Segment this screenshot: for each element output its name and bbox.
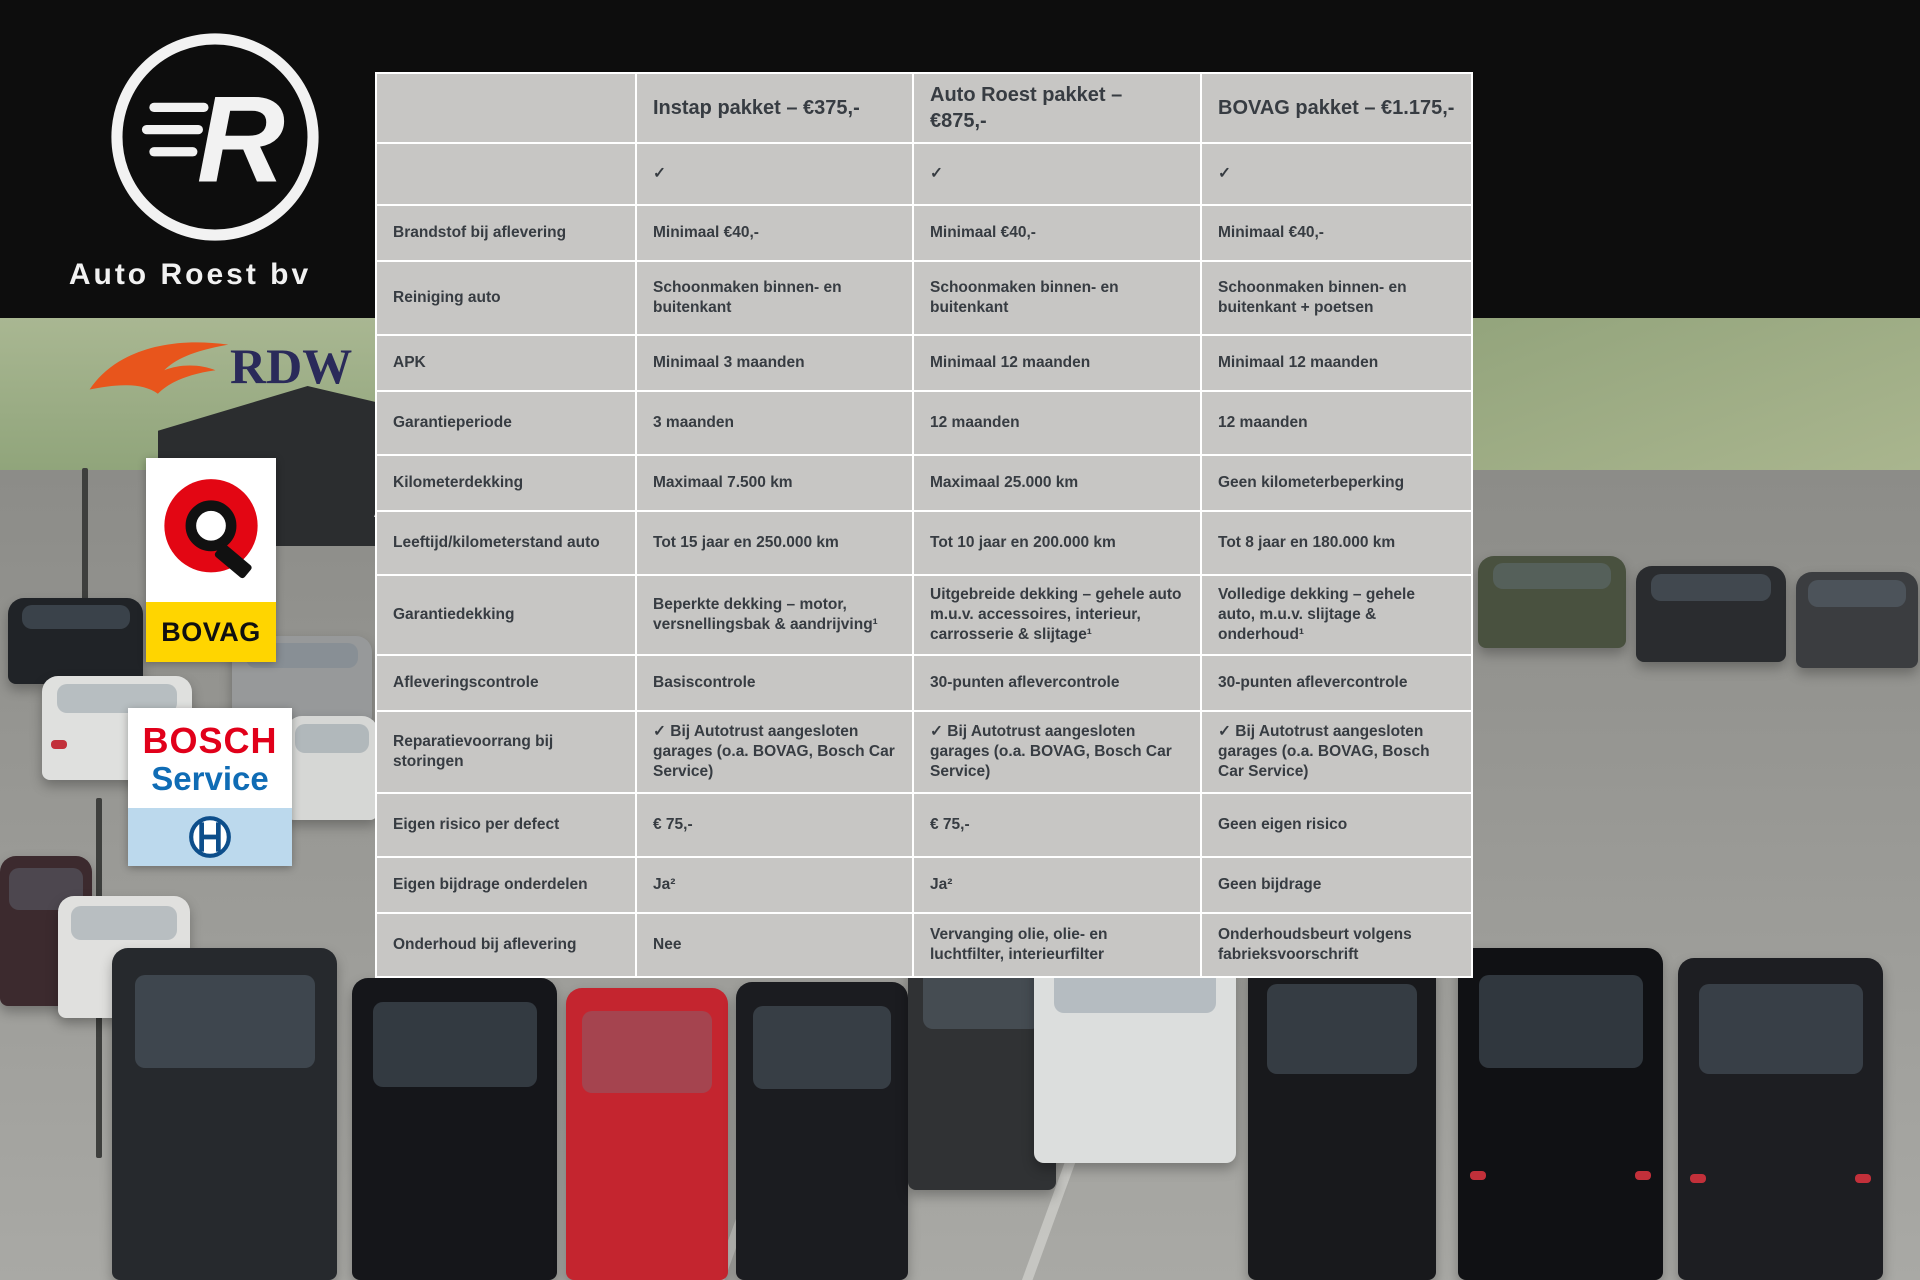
cell: ✓ Bij Autotrust aangesloten garages (o.a. BOVAG, Bosch Car Service)	[636, 711, 913, 793]
table-row-garantieperiode	[376, 391, 1472, 455]
header-corner	[376, 73, 636, 143]
rdw-logo	[84, 334, 352, 398]
row-label: Onderhoud bij aflevering	[376, 913, 636, 977]
car-silhouette	[1678, 958, 1883, 1280]
row-label: Brandstof bij aflevering	[376, 205, 636, 261]
cell: 12 maanden	[913, 391, 1201, 455]
row-label: Eigen risico per defect	[376, 793, 636, 857]
cell: Ja²	[913, 857, 1201, 913]
row-label: Garantiedekking	[376, 575, 636, 655]
cell-check: ✓	[1201, 143, 1472, 205]
cell: ✓ Bij Autotrust aangesloten garages (o.a. BOVAG, Bosch Car Service)	[913, 711, 1201, 793]
cell: € 75,-	[913, 793, 1201, 857]
cell: Nee	[636, 913, 913, 977]
header-instap-pakket: Instap pakket – €375,-	[636, 73, 913, 143]
bovag-mark	[146, 458, 276, 602]
table-row-afleveringscontrole	[376, 655, 1472, 711]
cell: Maximaal 25.000 km	[913, 455, 1201, 511]
bovag-logo	[146, 458, 276, 662]
bovag-q-icon	[158, 477, 264, 583]
cell: Schoonmaken binnen- en buitenkant	[913, 261, 1201, 335]
cell: Geen kilometerbeperking	[1201, 455, 1472, 511]
table-row-included	[376, 143, 1472, 205]
cell-check: ✓	[636, 143, 913, 205]
cell: Maximaal 7.500 km	[636, 455, 913, 511]
row-label: Reiniging auto	[376, 261, 636, 335]
cell: Basiscontrole	[636, 655, 913, 711]
cell: Schoonmaken binnen- en buitenkant + poetsen	[1201, 261, 1472, 335]
row-label: APK	[376, 335, 636, 391]
cell: Schoonmaken binnen- en buitenkant	[636, 261, 913, 335]
car-silhouette	[1636, 566, 1786, 662]
table-row-reiniging	[376, 261, 1472, 335]
car-silhouette	[566, 988, 728, 1280]
cell: 30-punten aflevercontrole	[913, 655, 1201, 711]
car-silhouette	[1458, 948, 1663, 1280]
header-auto-roest-pakket: Auto Roest pakket – €875,-	[913, 73, 1201, 143]
table-row-onderhoud	[376, 913, 1472, 977]
cell: Tot 15 jaar en 250.000 km	[636, 511, 913, 575]
cell: Tot 8 jaar en 180.000 km	[1201, 511, 1472, 575]
cell: Minimaal 12 maanden	[913, 335, 1201, 391]
bosch-band	[128, 808, 292, 866]
row-label: Reparatievoorrang bij storingen	[376, 711, 636, 793]
row-label: Garantieperiode	[376, 391, 636, 455]
row-label	[376, 143, 636, 205]
car-silhouette	[352, 978, 557, 1280]
row-label: Afleveringscontrole	[376, 655, 636, 711]
auto-roest-logo-icon	[104, 26, 326, 248]
table-row-kilometerdekking	[376, 455, 1472, 511]
logo-letter: R	[196, 70, 285, 208]
table-header-row	[376, 73, 1472, 143]
row-label: Kilometerdekking	[376, 455, 636, 511]
header-bovag-pakket: BOVAG pakket – €1.175,-	[1201, 73, 1472, 143]
bosch-service-label: Service	[151, 760, 269, 797]
cell-check: ✓	[913, 143, 1201, 205]
car-silhouette	[736, 982, 908, 1280]
car-silhouette	[8, 598, 143, 684]
cell: Minimaal €40,-	[636, 205, 913, 261]
bosch-armature-icon	[187, 814, 233, 860]
row-label: Eigen bijdrage onderdelen	[376, 857, 636, 913]
car-silhouette	[112, 948, 337, 1280]
car-silhouette	[1478, 556, 1626, 648]
cell: Minimaal 3 maanden	[636, 335, 913, 391]
cell: Volledige dekking – gehele auto, m.u.v. slijtage & onderhoud¹	[1201, 575, 1472, 655]
cell: 12 maanden	[1201, 391, 1472, 455]
cell: Vervanging olie, olie- en luchtfilter, interieurfilter	[913, 913, 1201, 977]
brand-name: Auto Roest bv	[68, 258, 312, 291]
cell: Tot 10 jaar en 200.000 km	[913, 511, 1201, 575]
table-row-apk	[376, 335, 1472, 391]
car-silhouette	[1248, 958, 1436, 1280]
row-label: Leeftijd/kilometerstand auto	[376, 511, 636, 575]
cell: 3 maanden	[636, 391, 913, 455]
cell: Geen eigen risico	[1201, 793, 1472, 857]
rdw-label: RDW	[230, 338, 353, 394]
cell: Minimaal €40,-	[1201, 205, 1472, 261]
rdw-swoosh-icon	[84, 334, 236, 398]
car-silhouette	[1796, 572, 1918, 668]
cell: 30-punten aflevercontrole	[1201, 655, 1472, 711]
table-row-garantiedekking	[376, 575, 1472, 655]
cell: Uitgebreide dekking – gehele auto m.u.v. accessoires, interieur, carrosserie & slijtage¹	[913, 575, 1201, 655]
cell: Minimaal €40,-	[913, 205, 1201, 261]
bosch-service-logo	[128, 708, 292, 866]
cell: ✓ Bij Autotrust aangesloten garages (o.a. BOVAG, Bosch Car Service)	[1201, 711, 1472, 793]
bosch-label: BOSCH	[142, 720, 278, 761]
bovag-label: BOVAG	[146, 602, 276, 662]
table-row-brandstof	[376, 205, 1472, 261]
table-row-leeftijd	[376, 511, 1472, 575]
cell: Onderhoudsbeurt volgens fabrieksvoorschrift	[1201, 913, 1472, 977]
package-comparison-table	[375, 72, 1473, 978]
car-silhouette	[286, 716, 378, 820]
cell: Geen bijdrage	[1201, 857, 1472, 913]
table-row-reparatievoorrang	[376, 711, 1472, 793]
cell: Minimaal 12 maanden	[1201, 335, 1472, 391]
cell: € 75,-	[636, 793, 913, 857]
cell: Beperkte dekking – motor, versnellingsbak & aandrijving¹	[636, 575, 913, 655]
table-row-eigen-bijdrage	[376, 857, 1472, 913]
cell: Ja²	[636, 857, 913, 913]
table-row-eigen-risico	[376, 793, 1472, 857]
